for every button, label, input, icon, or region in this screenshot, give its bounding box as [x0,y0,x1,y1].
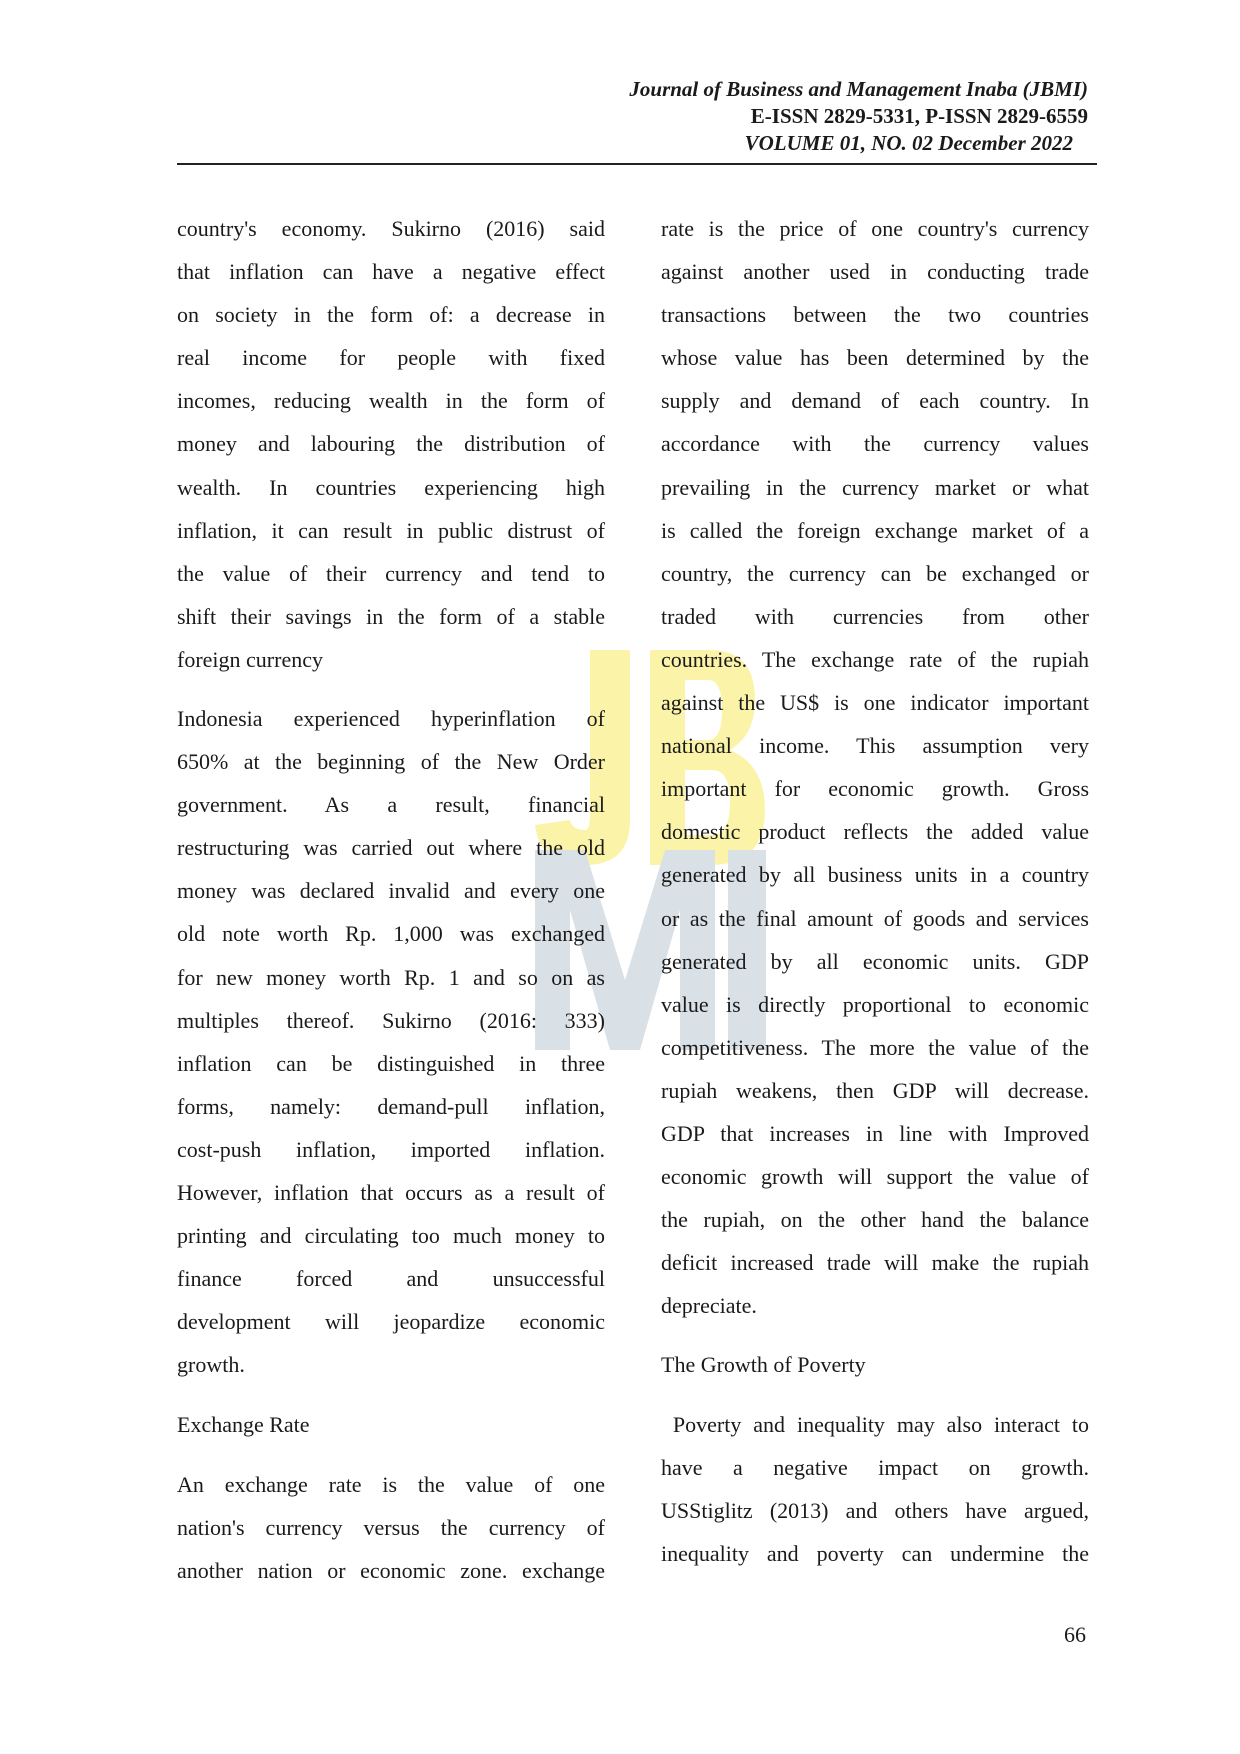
text-line: real income for people with fixed [177,345,605,371]
issn-line: E-ISSN 2829-5331, P-ISSN 2829-6559 [750,104,1088,128]
text-line: on society in the form of: a decrease in [177,302,605,328]
text-line: generated by all economic units. GDP [661,948,1089,974]
text-line: old note worth Rp. 1,000 was exchanged [177,921,605,947]
header-rule [177,163,1097,165]
text-line: shift their savings in the form of a stable [177,603,605,629]
text-line: forms, namely: demand-pull inflation, [177,1093,605,1119]
text-line: foreign currency [177,646,323,672]
exchange-rate-paragraph-wrap [177,1463,605,1592]
section-heading-poverty: The Growth of Poverty [661,1352,866,1377]
text-line: value is directly proportional to economic [661,991,1089,1017]
text-line: growth. [177,1352,245,1378]
text-line: against another used in conducting trade [661,259,1089,285]
text-line: traded with currencies from other [661,603,1089,629]
text-line: government. As a result, financial [177,792,605,818]
text-line: nation's currency versus the currency of [177,1515,605,1541]
text-line: Poverty and inequality may also interact to [661,1412,1089,1437]
text-line: transactions between the two countries [661,302,1089,328]
text-line: wealth. In countries experiencing high [177,474,605,500]
page-number: 66 [1064,1622,1086,1647]
text-line: development will jeopardize economic [177,1309,605,1335]
section-heading-exchange-rate: Exchange Rate [177,1412,310,1437]
text-line: important for economic growth. Gross [661,776,1089,802]
text-line: rate is the price of one country's currency [661,216,1089,241]
text-line: inequality and poverty can undermine the [661,1541,1089,1567]
text-line: 650% at the beginning of the New Order [177,749,605,775]
text-line: printing and circulating too much money to [177,1223,605,1249]
text-line: generated by all business units in a country [661,862,1089,888]
text-line: is called the foreign exchange market of a [661,517,1089,543]
poverty-paragraph-wrap [661,1403,1089,1575]
volume-line: VOLUME 01, NO. 02 December 2022 [744,131,1073,155]
text-line: country's economy. Sukirno (2016) said [177,216,605,241]
text-line: money was declared invalid and every one [177,878,605,904]
text-line: the rupiah, on the other hand the balance [661,1207,1089,1233]
text-line: rupiah weakens, then GDP will decrease. [661,1077,1089,1103]
text-line: money and labouring the distribution of [177,431,605,457]
text-line: GDP that increases in line with Improved [661,1120,1089,1146]
paragraph-inflation-effects [177,207,605,681]
text-line: prevailing in the currency market or what [661,474,1089,500]
text-line: or as the final amount of goods and services [661,905,1089,931]
text-line: domestic product reflects the added value [661,819,1089,845]
text-line: USStiglitz (2013) and others have argued, [661,1498,1089,1524]
text-line: that inflation can have a negative effect [177,259,605,285]
text-line: against the US$ is one indicator important [661,690,1089,716]
running-header [629,76,1088,157]
text-line: countries. The exchange rate of the rupiah [661,646,1089,672]
left-column-cont [177,697,605,1387]
text-line: finance forced and unsuccessful [177,1266,605,1292]
journal-title: Journal of Business and Management Inaba (JBMI) [629,77,1088,101]
text-line: depreciate. [661,1293,757,1319]
exchange-rate-section [177,1403,605,1446]
paragraph-hyperinflation [177,697,605,1387]
text-line: Indonesia experienced hyperinflation of [177,706,605,731]
text-line: for new money worth Rp. 1 and so on as [177,964,605,990]
text-line: the value of their currency and tend to [177,560,605,586]
text-line: national income. This assumption very [661,733,1089,759]
left-column [177,207,605,681]
text-line: another nation or economic zone. exchange [177,1558,605,1584]
poverty-section [661,1343,1089,1386]
paragraph-poverty [661,1403,1089,1575]
text-line: economic growth will support the value of [661,1164,1089,1190]
text-line: inflation can be distinguished in three [177,1050,605,1076]
text-line: inflation, it can result in public distrust of [177,517,605,543]
text-line: competitiveness. The more the value of the [661,1034,1089,1060]
text-line: An exchange rate is the value of one [177,1472,605,1497]
paragraph-exchange-rate-cont [661,207,1089,1327]
text-line: restructuring was carried out where the old [177,835,605,861]
text-line: However, inflation that occurs as a result of [177,1180,605,1206]
text-line: accordance with the currency values [661,431,1089,457]
text-line: cost-push inflation, imported inflation. [177,1136,605,1162]
text-line: incomes, reducing wealth in the form of [177,388,605,414]
text-line: have a negative impact on growth. [661,1455,1089,1481]
text-line: country, the currency can be exchanged or [661,560,1089,586]
right-column [661,207,1089,1327]
text-line: deficit increased trade will make the rupiah [661,1250,1089,1276]
paragraph-exchange-rate [177,1463,605,1592]
text-line: multiples thereof. Sukirno (2016: 333) [177,1007,605,1033]
text-line: whose value has been determined by the [661,345,1089,371]
text-line: supply and demand of each country. In [661,388,1089,414]
